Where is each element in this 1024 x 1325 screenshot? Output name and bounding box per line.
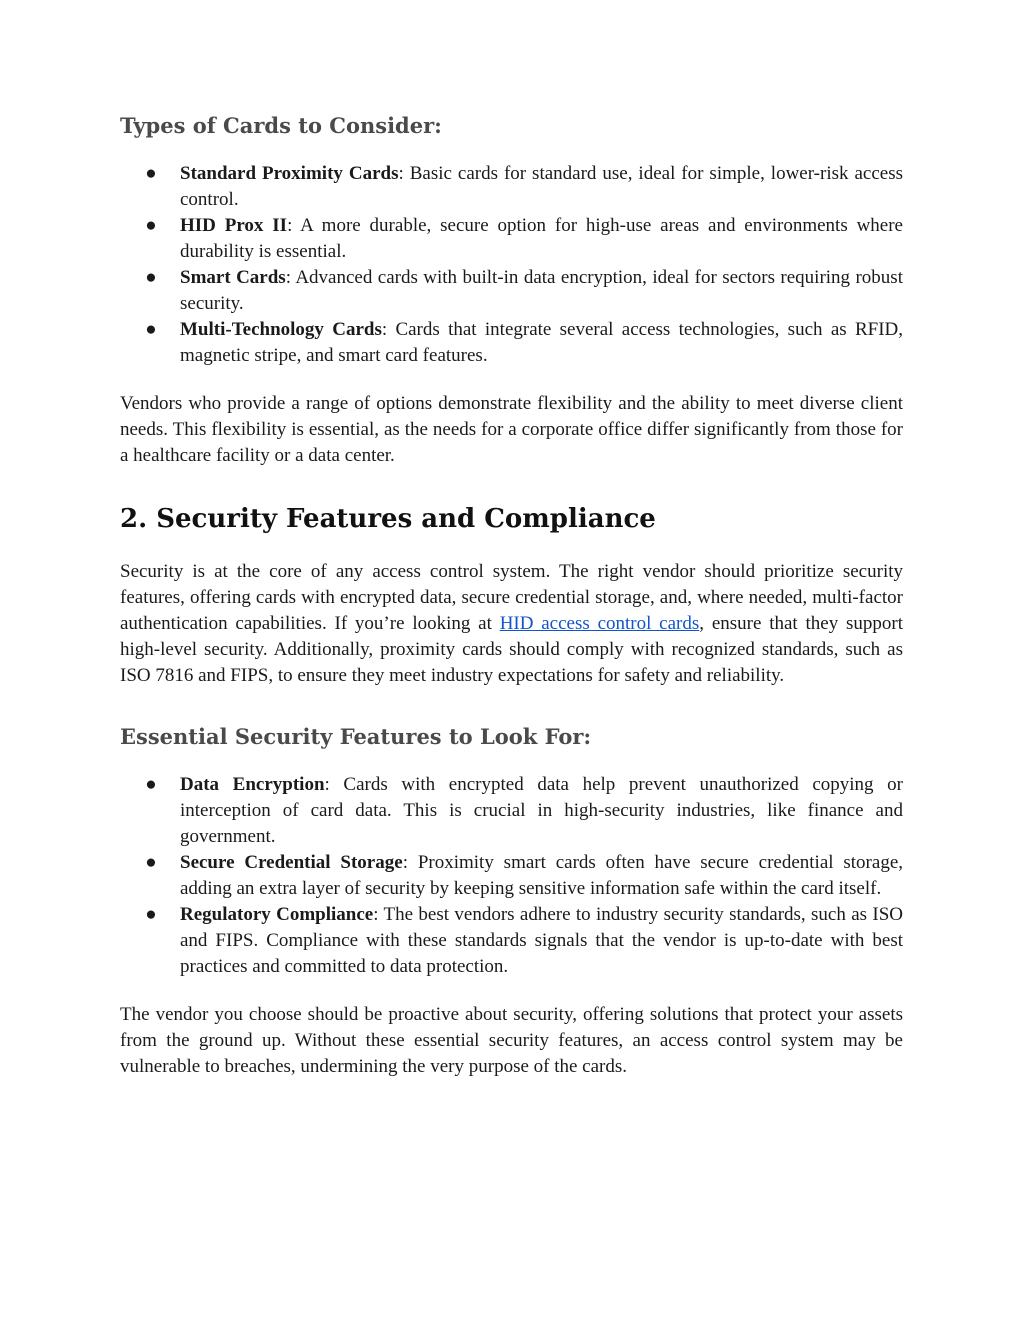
list-item <box>120 772 903 850</box>
security-paragraph-text-continued: , ensure that they support high-level security. Additionally, proximity cards should comply with recognized standards, such as ISO 7816 and FIPS, to ensure they meet industry expectations for safety and reliability. <box>120 613 903 687</box>
bullet-icon: ● <box>145 904 157 926</box>
proactive-vendor-paragraph: The vendor you choose should be proactive about security, offering solutions that protect your assets from the ground up. Without these essential security features, an access control system may be vulnerable to breaches, undermining the very purpose of the cards. <box>120 1004 903 1078</box>
bullet-icon: ● <box>145 215 157 237</box>
list-item <box>120 902 903 980</box>
list-item-term: Secure Credential Storage <box>180 852 403 874</box>
security-paragraph-text: Security is at the core of any access control system. The right vendor should prioritize security features, offering cards with encrypted data, secure credential storage, and, where needed, multi-factor authentication capabilities. If you’re looking at <box>120 561 903 635</box>
list-item <box>120 850 903 902</box>
list-item-text: : The best vendors adhere to industry security standards, such as ISO and FIPS. Compliance with these standards signals that the vendor is up-to-date with best practices and committed to data protection. <box>180 904 904 978</box>
hid-access-control-cards-link[interactable]: HID access control cards <box>499 613 700 635</box>
types-of-cards-heading: Types of Cards to Consider: <box>120 113 442 138</box>
list-item-text: : Advanced cards with built-in data encryption, ideal for sectors requiring robust security. <box>180 267 903 315</box>
essential-features-heading: Essential Security Features to Look For: <box>120 724 592 750</box>
list-item <box>120 213 903 265</box>
list-item-term: Smart Cards <box>180 267 286 289</box>
bullet-icon: ● <box>145 774 157 796</box>
bullet-icon: ● <box>145 163 157 185</box>
list-item-text: : Cards that integrate several access technologies, such as RFID, magnetic stripe, and smart card features. <box>180 319 903 367</box>
bullet-icon: ● <box>145 852 157 874</box>
security-section-heading: 2. Security Features and Compliance <box>120 504 656 535</box>
security-features-list <box>120 772 903 980</box>
document-page <box>120 112 903 1080</box>
list-item <box>120 265 903 317</box>
list-item-term: HID Prox II <box>180 215 288 237</box>
list-item-term: Regulatory Compliance <box>180 904 374 926</box>
bullet-icon: ● <box>145 319 157 341</box>
bullet-icon: ● <box>145 267 157 289</box>
list-item <box>120 317 903 369</box>
list-item-text: : A more durable, secure option for high-use areas and environments where durability is essential. <box>180 215 903 263</box>
list-item-text: : Basic cards for standard use, ideal for simple, lower-risk access control. <box>180 163 903 211</box>
list-item-term: Multi-Technology Cards <box>180 319 382 341</box>
vendor-flexibility-paragraph: Vendors who provide a range of options demonstrate flexibility and the ability to meet diverse client needs. This flexibility is essential, as the needs for a corporate office differ significantly from those for a healthcare facility or a data center. <box>120 393 903 467</box>
security-paragraph <box>120 559 903 689</box>
list-item-text: : Cards with encrypted data help prevent unauthorized copying or interception of card data. This is crucial in high-security industries, like finance and government. <box>180 774 903 848</box>
list-item <box>120 161 903 213</box>
list-item-term: Data Encryption <box>180 774 325 796</box>
list-item-term: Standard Proximity Cards <box>180 163 399 185</box>
list-item-text: : Proximity smart cards often have secure credential storage, adding an extra layer of security by keeping sensitive information safe within the card itself. <box>180 852 904 900</box>
card-types-list <box>120 161 903 369</box>
